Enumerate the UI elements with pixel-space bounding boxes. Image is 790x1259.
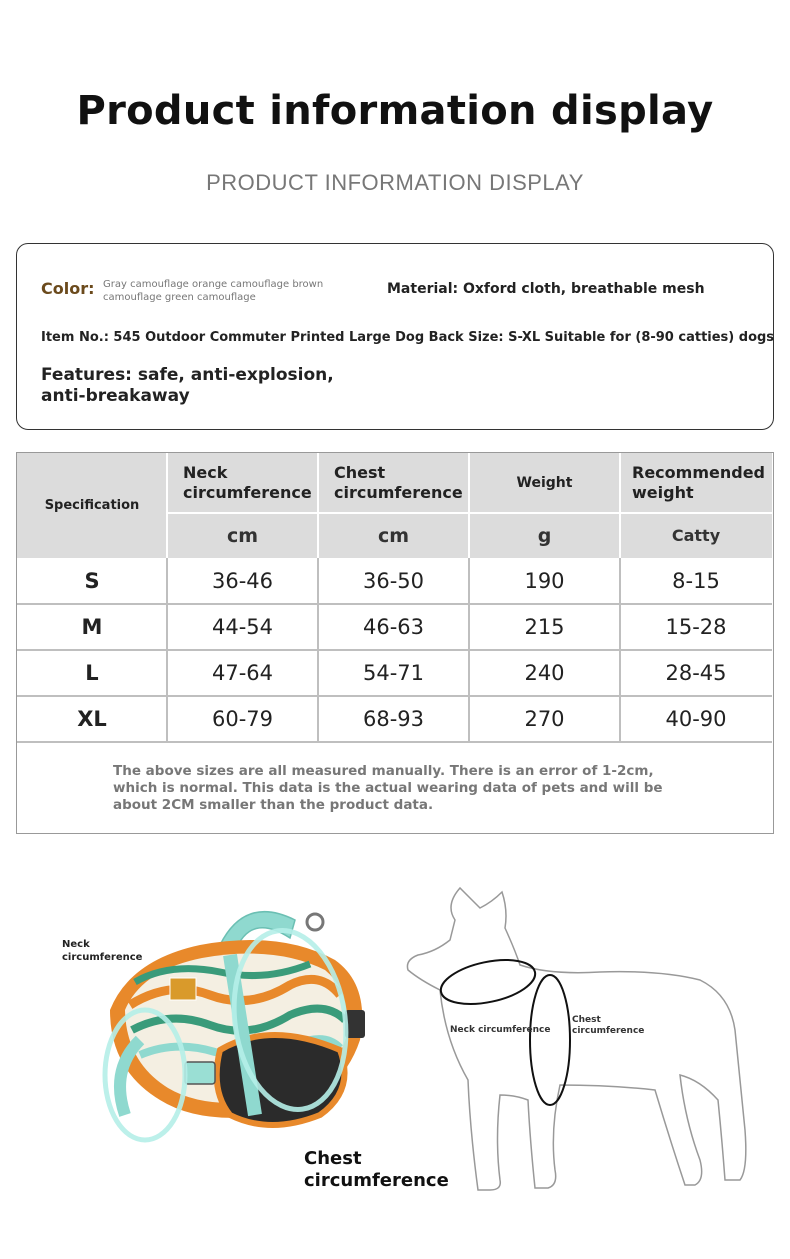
- neck-s: 36-46: [211, 569, 274, 593]
- table-row-l-size: [17, 650, 167, 696]
- col-label-chest: Chest circumference: [334, 463, 463, 502]
- table-row-xl-size: [17, 696, 167, 742]
- size-s: S: [84, 569, 100, 593]
- table-cell: [620, 650, 772, 696]
- chest-m: 46-63: [362, 615, 425, 639]
- neck-l: 47-64: [211, 661, 274, 685]
- size-m: M: [81, 615, 103, 639]
- dog-neck-label: Neck circumference: [450, 1025, 551, 1035]
- harness-chest-label: Chest circumference: [304, 1148, 449, 1191]
- page-subtitle: PRODUCT INFORMATION DISPLAY: [206, 170, 584, 195]
- col-header-weight: [469, 453, 620, 513]
- table-cell: [469, 650, 620, 696]
- table-cell: [167, 650, 318, 696]
- unit-chest-text: cm: [377, 524, 410, 547]
- weight-xl: 270: [524, 707, 565, 731]
- table-cell: [620, 696, 772, 742]
- color-values: Gray camouflage orange camouflage brown camouflage green camouflage: [103, 279, 324, 303]
- size-xl: XL: [77, 707, 107, 731]
- table-cell: [620, 558, 772, 604]
- features-text: Features: safe, anti-explosion, anti-breakaway: [41, 365, 334, 406]
- size-diagram: [0, 870, 790, 1259]
- table-cell: [318, 650, 469, 696]
- unit-recommended-text: Catty: [671, 526, 721, 545]
- unit-neck: [167, 513, 318, 558]
- col-header-chest: [318, 453, 469, 513]
- weight-m: 215: [524, 615, 565, 639]
- table-cell: [469, 696, 620, 742]
- dog-chest-label: Chest circumference: [572, 1015, 645, 1036]
- unit-chest: [318, 513, 469, 558]
- size-table: [16, 452, 774, 834]
- chest-xl: 68-93: [362, 707, 425, 731]
- table-cell: [318, 558, 469, 604]
- col-label-recommended: Recommended weight: [632, 463, 765, 502]
- product-info-box: [16, 243, 774, 430]
- page-title: Product information display: [76, 88, 714, 134]
- color-label: Color:: [41, 279, 95, 298]
- dog-outline-icon: [400, 880, 770, 1200]
- col-header-neck: [167, 453, 318, 513]
- recommended-l: 28-45: [665, 661, 727, 685]
- table-cell: [318, 696, 469, 742]
- recommended-m: 15-28: [665, 615, 727, 639]
- weight-s: 190: [524, 569, 565, 593]
- spec-label: Specification: [44, 498, 140, 513]
- table-cell: [620, 604, 772, 650]
- item-number-text: Item No.: 545 Outdoor Commuter Printed Large Dog Back Size: S-XL Suitable for (8-90 catties) dogs: [41, 330, 775, 345]
- material-text: Material: Oxford cloth, breathable mesh: [387, 281, 705, 297]
- harness-neck-label: Neck circumference: [62, 939, 143, 963]
- table-cell: [167, 604, 318, 650]
- table-cell: [469, 558, 620, 604]
- table-row-m-size: [17, 604, 167, 650]
- chest-s: 36-50: [362, 569, 425, 593]
- chest-l: 54-71: [362, 661, 425, 685]
- table-cell: [167, 696, 318, 742]
- recommended-s: 8-15: [672, 569, 720, 593]
- size-l: L: [85, 661, 99, 685]
- unit-weight-text: g: [537, 524, 552, 547]
- neck-m: 44-54: [211, 615, 274, 639]
- unit-neck-text: cm: [226, 524, 259, 547]
- recommended-xl: 40-90: [665, 707, 727, 731]
- table-cell: [469, 604, 620, 650]
- unit-recommended: [620, 513, 772, 558]
- table-cell: [318, 604, 469, 650]
- col-label-neck: Neck circumference: [183, 463, 312, 502]
- col-label-weight: Weight: [516, 475, 573, 491]
- table-row-s-size: [17, 558, 167, 604]
- spec-header: [17, 453, 167, 558]
- weight-l: 240: [524, 661, 565, 685]
- col-header-recommended: [620, 453, 772, 513]
- measurement-note: The above sizes are all measured manually. There is an error of 1-2cm, which is normal. This data is the actual wearing data of pets and will be about 2CM smaller than the product data.: [113, 763, 663, 813]
- table-cell: [167, 558, 318, 604]
- unit-weight: [469, 513, 620, 558]
- neck-xl: 60-79: [211, 707, 274, 731]
